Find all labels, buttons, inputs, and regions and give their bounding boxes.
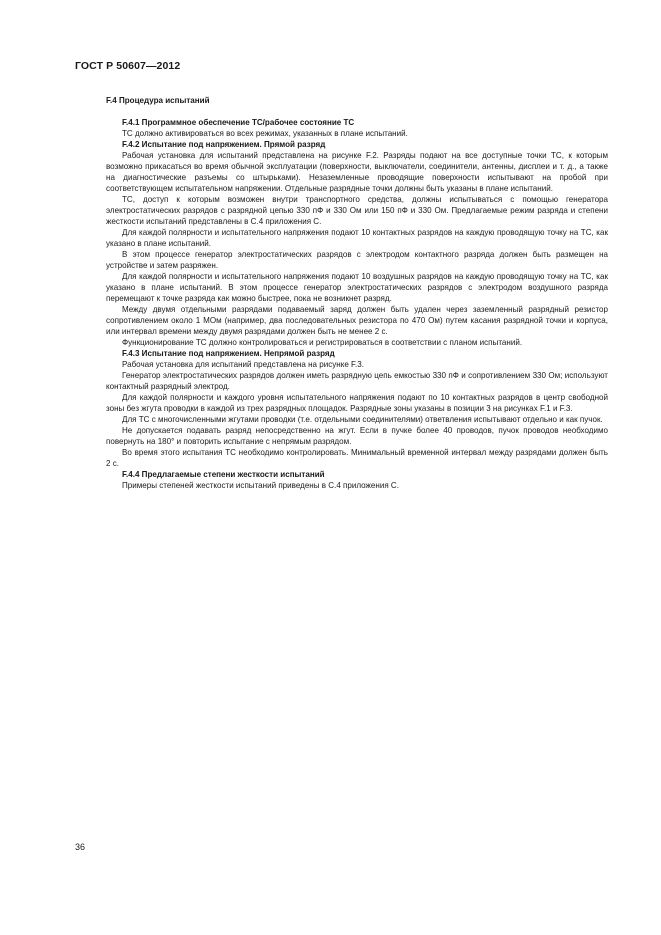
paragraph: Для каждой полярности и испытательного напряжения подают 10 контактных разрядов на каждую проводящую точку на ТС, как указано в плане испытаний. — [106, 228, 608, 248]
subsection-heading: F.4.3 Испытание под напряжением. Непрямой разряд — [122, 349, 335, 358]
paragraph: В этом процессе генератор электростатических разрядов с электродом контактного разряда должен быть размещен на устройстве и затем разряжен. — [106, 250, 608, 270]
paragraph: Во время этого испытания ТС необходимо контролировать. Минимальный временной интервал между разрядами должен быть 2 с. — [106, 448, 608, 468]
subsection-heading: F.4.4 Предлагаемые степени жесткости испытаний — [122, 470, 325, 479]
subsection-heading: F.4.1 Программное обеспечение ТС/рабочее состояние ТС — [122, 118, 355, 127]
paragraph: ТС, доступ к которым возможен внутри транспортного средства, должны испытываться с помощью генератора электростатических разрядов с разрядной цепью 330 пФ и 330 Ом или 150 пФ и 330 Ом. Предлагаемые режим разряда и степени жесткости испытаний представлены в С.4 приложения С. — [106, 195, 608, 226]
paragraph: Рабочая установка для испытаний представлена на рисунке F.2. Разряды подают на все доступные точки ТС, к которым возможно прикасаться во время обычной эксплуатации (поверхности, выключатели, соединители, антенны, дисплеи и т. д., а также на диагностические разъемы со штырьками). Незаземленные проводящие поверхности испытывают на пробой при соответствующем испытательном напряжении. Отдельные разрядные точки должны быть указаны в плане испытаний. — [106, 151, 608, 193]
document-body — [106, 95, 608, 491]
paragraph: Для ТС с многочисленными жгутами проводки (т.е. отдельными соединителями) ответвления испытывают отдельно и как пучок. — [122, 415, 603, 424]
paragraph: Функционирование ТС должно контролироваться и регистрироваться в соответствии с планом испытаний. — [122, 338, 523, 347]
paragraph: Примеры степеней жесткости испытаний приведены в С.4 приложения С. — [122, 481, 399, 490]
paragraph: Не допускается подавать разряд непосредственно на жгут. Если в пучке более 40 проводов, пучок проводов необходимо повернуть на 180° и повторить испытание с непрямым разрядом. — [106, 426, 608, 446]
paragraph: Рабочая установка для испытаний представлена на рисунке F.3. — [122, 360, 364, 369]
paragraph: Между двумя отдельными разрядами подаваемый заряд должен быть удален через заземленный разрядный резистор сопротивлением около 1 МОм (например, два последовательных резистора по 470 Ом) путем касания разрядной точки и корпуса, или интервал времени между двумя разрядами должен быть не менее 2 с. — [106, 305, 608, 336]
paragraph: Генератор электростатических разрядов должен иметь разрядную цепь емкостью 330 пФ и сопротивлением 330 Ом; используют контактный разрядный электрод. — [106, 371, 608, 391]
document-header: ГОСТ Р 50607—2012 — [75, 60, 181, 72]
subsection-heading: F.4.2 Испытание под напряжением. Прямой разряд — [122, 140, 326, 149]
paragraph: ТС должно активироваться во всех режимах, указанных в плане испытаний. — [122, 129, 408, 138]
section-title: F.4 Процедура испытаний — [106, 96, 210, 105]
paragraph: Для каждой полярности и испытательного напряжения подают 10 воздушных разрядов на каждую проводящую точку на ТС, как указано в плане испытаний. В этом процессе генератор электростатических разрядов с электродом воздушного разряда перемещают к точке разряда как можно быстрее, пока не возникнет разряд. — [106, 272, 608, 303]
page-number: 36 — [75, 842, 86, 852]
paragraph: Для каждой полярности и каждого уровня испытательного напряжения подают по 10 контактных разрядов в центр свободной зоны без жгута проводки в каждой из трех разрядных площадок. Разрядные зоны указаны в позиции 3 на рисунках F.1 и F.3. — [106, 393, 608, 413]
